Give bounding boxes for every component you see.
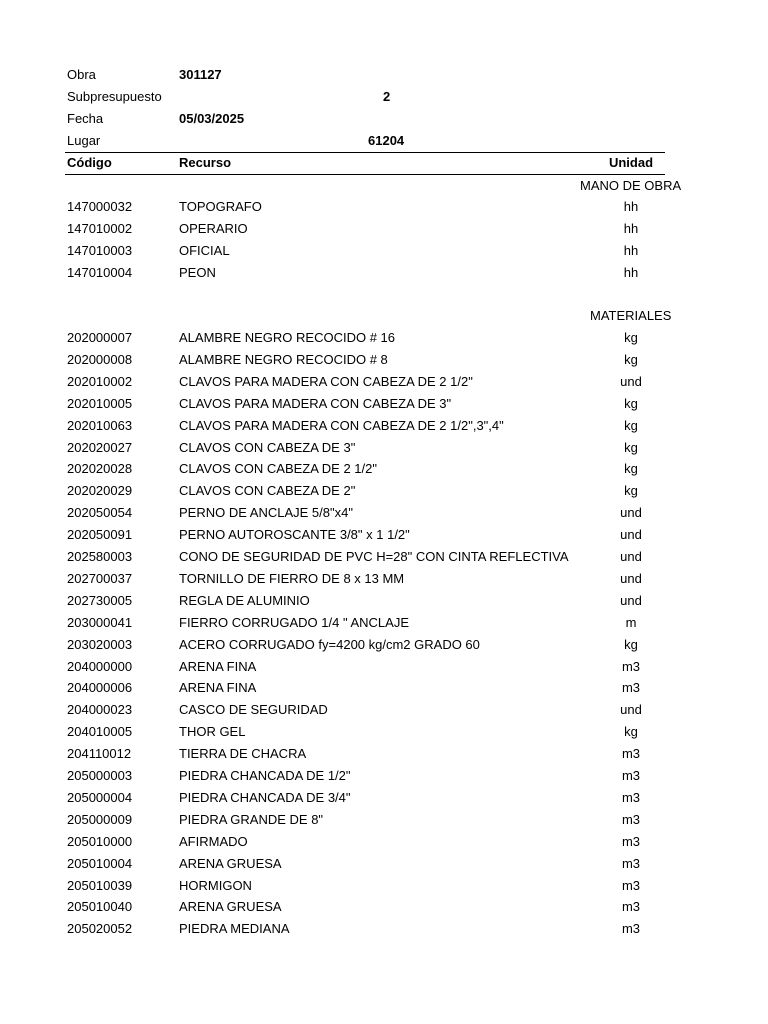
table-row [0, 437, 768, 459]
cell-codigo: 203000041 [67, 614, 133, 630]
cell-codigo: 202000007 [67, 330, 133, 345]
cell-recurso: CONO DE SEGURIDAD DE PVC H=28" CON CINTA REFLECTIVA [179, 549, 569, 564]
cell-unidad: kg [624, 461, 638, 477]
cell-unidad: m3 [621, 768, 641, 783]
cell-codigo: 202730005 [67, 592, 133, 608]
cell-recurso: ARENA FINA [179, 680, 257, 696]
lugar-value: 61204 [368, 133, 405, 148]
table-row [0, 218, 768, 240]
cell-recurso: AFIRMADO [179, 833, 248, 849]
table-row [0, 831, 768, 853]
cell-codigo: 204000006 [67, 680, 133, 696]
table-row [0, 568, 768, 590]
table-row [0, 918, 768, 940]
cell-codigo: 205010000 [67, 833, 133, 849]
table-row [0, 809, 768, 831]
cell-recurso: PIEDRA CHANCADA DE 1/2" [179, 768, 351, 783]
cell-codigo: 204010005 [67, 724, 133, 740]
cell-unidad: kg [624, 636, 638, 652]
cell-codigo: 205000009 [67, 811, 133, 827]
section-title: MATERIALES [590, 308, 672, 323]
cell-recurso: REGLA DE ALUMINIO [179, 592, 310, 608]
table-row [0, 458, 768, 480]
cell-unidad: m3 [621, 877, 641, 893]
cell-codigo: 202020027 [67, 439, 133, 455]
table-row [0, 699, 768, 721]
cell-codigo: 202050091 [67, 527, 133, 543]
table-row [0, 524, 768, 546]
cell-recurso: HORMIGON [179, 877, 252, 893]
table-row [0, 327, 768, 349]
cell-recurso: ARENA GRUESA [179, 899, 282, 915]
cell-codigo: 147000032 [67, 199, 133, 214]
table-row [0, 612, 768, 634]
cell-codigo: 202020029 [67, 483, 133, 499]
cell-recurso: PIEDRA MEDIANA [179, 921, 290, 937]
cell-unidad: und [620, 373, 642, 389]
cell-unidad: m3 [621, 746, 641, 762]
cell-recurso: OPERARIO [179, 220, 248, 236]
cell-recurso: CLAVOS CON CABEZA DE 2 1/2" [179, 461, 377, 477]
cell-recurso: PIEDRA GRANDE DE 8" [179, 811, 324, 827]
meta-lugar-row [0, 130, 768, 152]
table-row [0, 656, 768, 678]
cell-recurso: CLAVOS PARA MADERA CON CABEZA DE 3" [179, 395, 452, 411]
table-row [0, 787, 768, 809]
cell-codigo: 204110012 [67, 746, 132, 762]
table-row [0, 240, 768, 262]
table-row [0, 875, 768, 897]
cell-unidad: hh [623, 264, 639, 280]
cell-recurso: ACERO CORRUGADO fy=4200 kg/cm2 GRADO 60 [179, 636, 480, 652]
cell-recurso: CLAVOS PARA MADERA CON CABEZA DE 2 1/2",3",4" [179, 417, 504, 433]
cell-unidad: und [620, 527, 642, 543]
obra-value: 301127 [179, 67, 222, 82]
table-row [0, 765, 768, 787]
cell-codigo: 147010003 [67, 242, 133, 258]
cell-unidad: kg [624, 417, 638, 433]
cell-codigo: 202580003 [67, 549, 133, 564]
table-header [0, 152, 768, 174]
subpresupuesto-label: Subpresupuesto [67, 89, 162, 104]
cell-unidad: und [620, 702, 642, 718]
cell-unidad: m3 [621, 855, 641, 871]
table-row [0, 349, 768, 371]
table-row [0, 634, 768, 656]
cell-recurso: TIERRA DE CHACRA [179, 746, 307, 762]
header-recurso: Recurso [179, 155, 232, 170]
header-codigo: Código [67, 155, 112, 170]
cell-codigo: 205010004 [67, 855, 133, 871]
cell-unidad: und [620, 592, 642, 608]
cell-codigo: 205000004 [67, 789, 133, 805]
cell-recurso: CLAVOS CON CABEZA DE 2" [179, 483, 356, 499]
header-unidad: Unidad [608, 155, 654, 170]
cell-codigo: 204000023 [67, 702, 133, 718]
cell-recurso: PERNO AUTOROSCANTE 3/8" x 1 1/2" [179, 527, 410, 543]
cell-unidad: kg [624, 439, 638, 455]
cell-recurso: CLAVOS PARA MADERA CON CABEZA DE 2 1/2" [179, 373, 473, 389]
table-row [0, 590, 768, 612]
cell-unidad: hh [623, 242, 639, 258]
cell-codigo: 203020003 [67, 636, 133, 652]
cell-unidad: kg [624, 483, 638, 499]
table-row [0, 371, 768, 393]
cell-recurso: OFICIAL [179, 242, 230, 258]
cell-unidad: m3 [621, 680, 641, 696]
cell-recurso: ALAMBRE NEGRO RECOCIDO # 8 [179, 351, 388, 367]
cell-unidad: m3 [621, 789, 641, 805]
cell-codigo: 147010004 [67, 264, 133, 280]
table-row [0, 546, 768, 568]
meta-subpresupuesto-row [0, 86, 768, 108]
cell-unidad: m3 [621, 899, 641, 915]
cell-unidad: und [620, 570, 642, 586]
lugar-label: Lugar [67, 133, 101, 148]
cell-recurso: CASCO DE SEGURIDAD [179, 702, 328, 718]
cell-unidad: kg [624, 724, 638, 740]
cell-codigo: 202010063 [67, 417, 133, 433]
table-row [0, 721, 768, 743]
table-row [0, 262, 768, 284]
fecha-label: Fecha [67, 111, 104, 126]
section-header-row [0, 305, 768, 327]
meta-fecha-row [0, 108, 768, 130]
cell-unidad: kg [624, 330, 638, 345]
cell-unidad: m3 [621, 833, 641, 849]
cell-codigo: 202000008 [67, 351, 133, 367]
cell-recurso: CLAVOS CON CABEZA DE 3" [179, 439, 356, 455]
cell-recurso: ARENA GRUESA [179, 855, 282, 871]
table-row [0, 196, 768, 218]
cell-unidad: m3 [621, 921, 641, 937]
cell-codigo: 147010002 [67, 220, 133, 236]
cell-codigo: 205000003 [67, 768, 133, 783]
table-row [0, 677, 768, 699]
cell-unidad: m3 [621, 658, 641, 674]
cell-recurso: FIERRO CORRUGADO 1/4 " ANCLAJE [179, 614, 409, 630]
obra-label: Obra [67, 67, 96, 82]
table-row [0, 743, 768, 765]
cell-recurso: TORNILLO DE FIERRO DE 8 x 13 MM [179, 570, 405, 586]
table-row [0, 480, 768, 502]
table-row [0, 502, 768, 524]
cell-codigo: 204000000 [67, 658, 133, 674]
table-row [0, 415, 768, 437]
fecha-value: 05/03/2025 [179, 111, 245, 126]
cell-recurso: PERNO DE ANCLAJE 5/8"x4" [179, 505, 353, 521]
cell-codigo: 202010005 [67, 395, 133, 411]
cell-codigo: 202020028 [67, 461, 133, 477]
cell-recurso: ALAMBRE NEGRO RECOCIDO # 16 [179, 330, 395, 345]
cell-unidad: m [625, 614, 637, 630]
cell-unidad: m3 [621, 811, 641, 827]
cell-codigo: 205010040 [67, 899, 133, 915]
cell-unidad: kg [624, 351, 638, 367]
cell-recurso: TOPOGRAFO [179, 199, 262, 214]
cell-unidad: und [620, 505, 642, 521]
cell-recurso: ARENA FINA [179, 658, 257, 674]
subpresupuesto-value: 2 [383, 89, 391, 104]
cell-codigo: 202700037 [67, 570, 133, 586]
cell-unidad: hh [623, 199, 639, 214]
cell-recurso: PIEDRA CHANCADA DE 3/4" [179, 789, 351, 805]
table-row [0, 393, 768, 415]
cell-recurso: THOR GEL [179, 724, 246, 740]
cell-codigo: 205010039 [67, 877, 133, 893]
cell-codigo: 205020052 [67, 921, 133, 937]
cell-recurso: PEON [179, 264, 216, 280]
meta-obra-row [0, 64, 768, 86]
table-row [0, 853, 768, 875]
section-header-row [0, 175, 768, 197]
cell-codigo: 202010002 [67, 373, 133, 389]
cell-unidad: kg [624, 395, 638, 411]
cell-unidad: hh [623, 220, 639, 236]
cell-codigo: 202050054 [67, 505, 133, 521]
section-title: MANO DE OBRA [580, 178, 682, 193]
cell-unidad: und [620, 549, 642, 564]
table-row [0, 896, 768, 918]
